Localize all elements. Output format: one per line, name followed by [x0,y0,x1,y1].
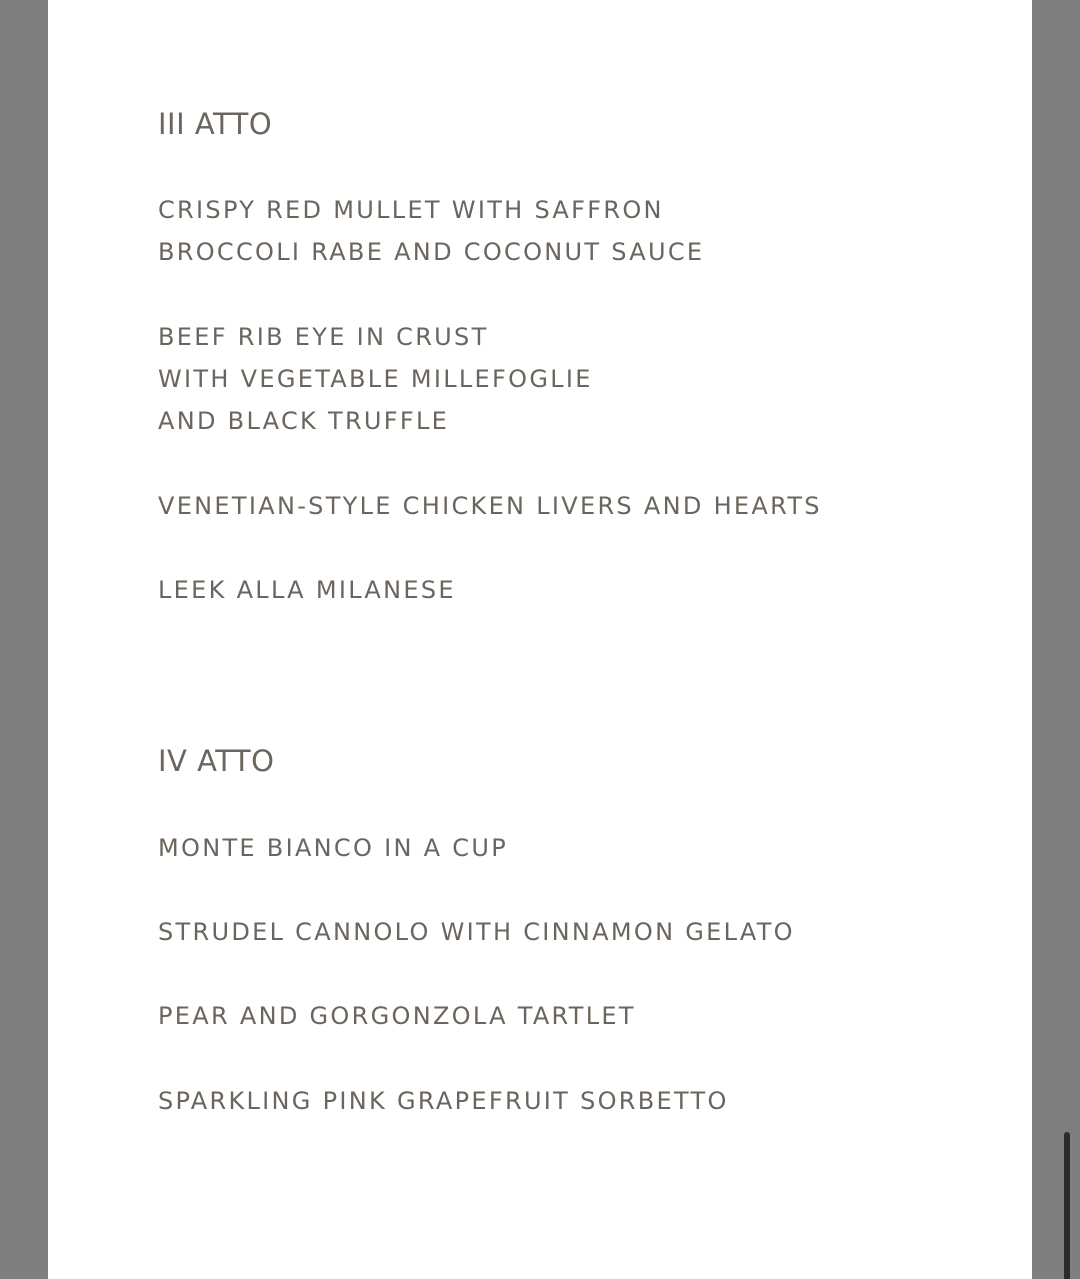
menu-page [48,0,1032,1279]
dish-line: VENETIAN-STYLE CHICKEN LIVERS AND HEARTS [158,492,822,520]
dish-line: BEEF RIB EYE IN CRUST [158,323,489,351]
dish-line: AND BLACK TRUFFLE [158,407,450,435]
dish-line: WITH VEGETABLE MILLEFOGLIE [158,365,593,393]
dish-line: CRISPY RED MULLET WITH SAFFRON [158,196,664,224]
vertical-scrollbar[interactable] [1064,1132,1070,1279]
dish-line: MONTE BIANCO IN A CUP [158,834,508,862]
dish-line: BROCCOLI RABE AND COCONUT SAUCE [158,238,705,266]
section-title-iii-atto: III ATTO [158,107,273,141]
dish-line: LEEK ALLA MILANESE [158,576,456,604]
dish-line: PEAR AND GORGONZOLA TARTLET [158,1002,636,1030]
dish-line: STRUDEL CANNOLO WITH CINNAMON GELATO [158,918,795,946]
section-title-iv-atto: IV ATTO [158,744,275,778]
dish-line: SPARKLING PINK GRAPEFRUIT SORBETTO [158,1087,729,1115]
